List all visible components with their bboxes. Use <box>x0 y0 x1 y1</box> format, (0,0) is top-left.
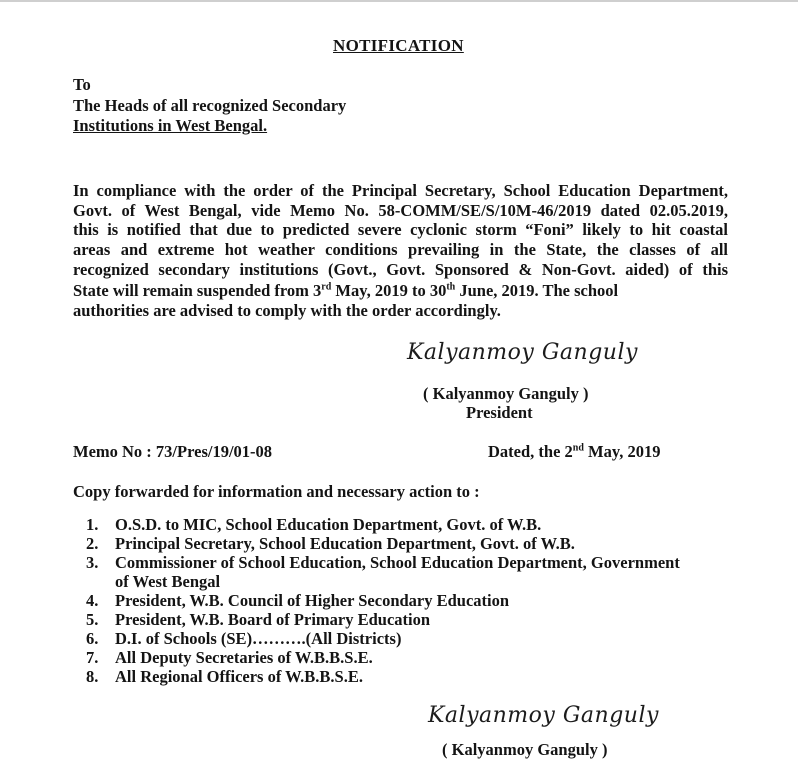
list-item <box>86 648 680 667</box>
list-item-text: President, W.B. Board of Primary Education <box>115 610 431 629</box>
top-edge-divider <box>0 0 798 2</box>
body-line-6-part-b: May, 2019 to 30 <box>331 281 447 300</box>
body-line-5: recognized secondary institutions (Govt., Govt. Sponsored & Non-Govt. aided) of this <box>73 260 728 279</box>
memo-date-sup: nd <box>572 442 584 454</box>
list-item-text: O.S.D. to MIC, School Education Department, Govt. of W.B. <box>115 515 542 534</box>
to-label: To <box>73 75 91 94</box>
body-line-2: Govt. of West Bengal, vide Memo No. 58-COMM/SE/S/10M-46/2019 dated 02.05.2019, <box>73 201 728 220</box>
signatory-title: President <box>466 403 533 422</box>
list-item <box>86 667 680 686</box>
signatory-name: ( Kalyanmoy Ganguly ) <box>423 384 589 403</box>
signatory-name-bottom: ( Kalyanmoy Ganguly ) <box>442 740 608 759</box>
list-item-text: All Deputy Secretaries of W.B.B.S.E. <box>115 648 373 667</box>
list-item-text: D.I. of Schools (SE)……….(All Districts) <box>115 629 402 648</box>
body-line-6-part-c: June, 2019. The school <box>455 281 619 300</box>
body-line-4: areas and extreme hot weather conditions prevailing in the State, the classes of all <box>73 240 728 259</box>
list-item-number: 4. <box>86 591 99 610</box>
list-item <box>86 629 680 648</box>
body-line-6-sup-1: rd <box>321 281 332 293</box>
list-item-number: 8. <box>86 667 99 686</box>
list-item <box>86 610 680 629</box>
list-item-number: 1. <box>86 515 99 534</box>
list-item-number: 2. <box>86 534 99 553</box>
list-item <box>86 553 680 591</box>
body-line-3: this is notified that due to predicted severe cyclonic storm “Foni” likely to hit coastal <box>73 220 728 239</box>
recipient-line-2: Institutions in West Bengal. <box>73 116 268 135</box>
body-line-7: authorities are advised to comply with the order accordingly. <box>73 301 501 320</box>
list-item-number: 7. <box>86 648 99 667</box>
memo-date-prefix: Dated, the 2 <box>488 442 573 461</box>
list-item-text: All Regional Officers of W.B.B.S.E. <box>115 667 363 686</box>
body-line-6-part-a: State will remain suspended from 3 <box>73 281 322 300</box>
list-item <box>86 591 680 610</box>
memo-date <box>488 442 660 462</box>
list-item <box>86 534 680 553</box>
signature-president-top: Kalyanmoy Ganguly <box>407 340 638 365</box>
list-item-number: 5. <box>86 610 99 629</box>
recipient-list <box>86 515 680 686</box>
list-item-text: Principal Secretary, School Education Department, Govt. of W.B. <box>115 534 575 553</box>
body-line-6 <box>73 281 728 301</box>
list-item-text: Commissioner of School Education, School Education Department, Government <box>115 553 680 572</box>
list-item-number: 3. <box>86 553 99 572</box>
signature-president-bottom: Kalyanmoy Ganguly <box>428 703 659 728</box>
copy-forwarded-heading: Copy forwarded for information and necessary action to : <box>73 482 480 501</box>
body-line-1: In compliance with the order of the Principal Secretary, School Education Department, <box>73 181 728 200</box>
recipient-line-1: The Heads of all recognized Secondary <box>73 96 347 115</box>
list-item-text: President, W.B. Council of Higher Secondary Education <box>115 591 510 610</box>
list-item-number: 6. <box>86 629 99 648</box>
body-line-6-sup-2: th <box>446 281 456 293</box>
memo-number: Memo No : 73/Pres/19/01-08 <box>73 442 273 461</box>
list-item <box>86 515 680 534</box>
notification-title: NOTIFICATION <box>333 36 464 55</box>
memo-date-suffix: May, 2019 <box>583 442 661 461</box>
list-item-text-continued: of West Bengal <box>115 572 221 591</box>
